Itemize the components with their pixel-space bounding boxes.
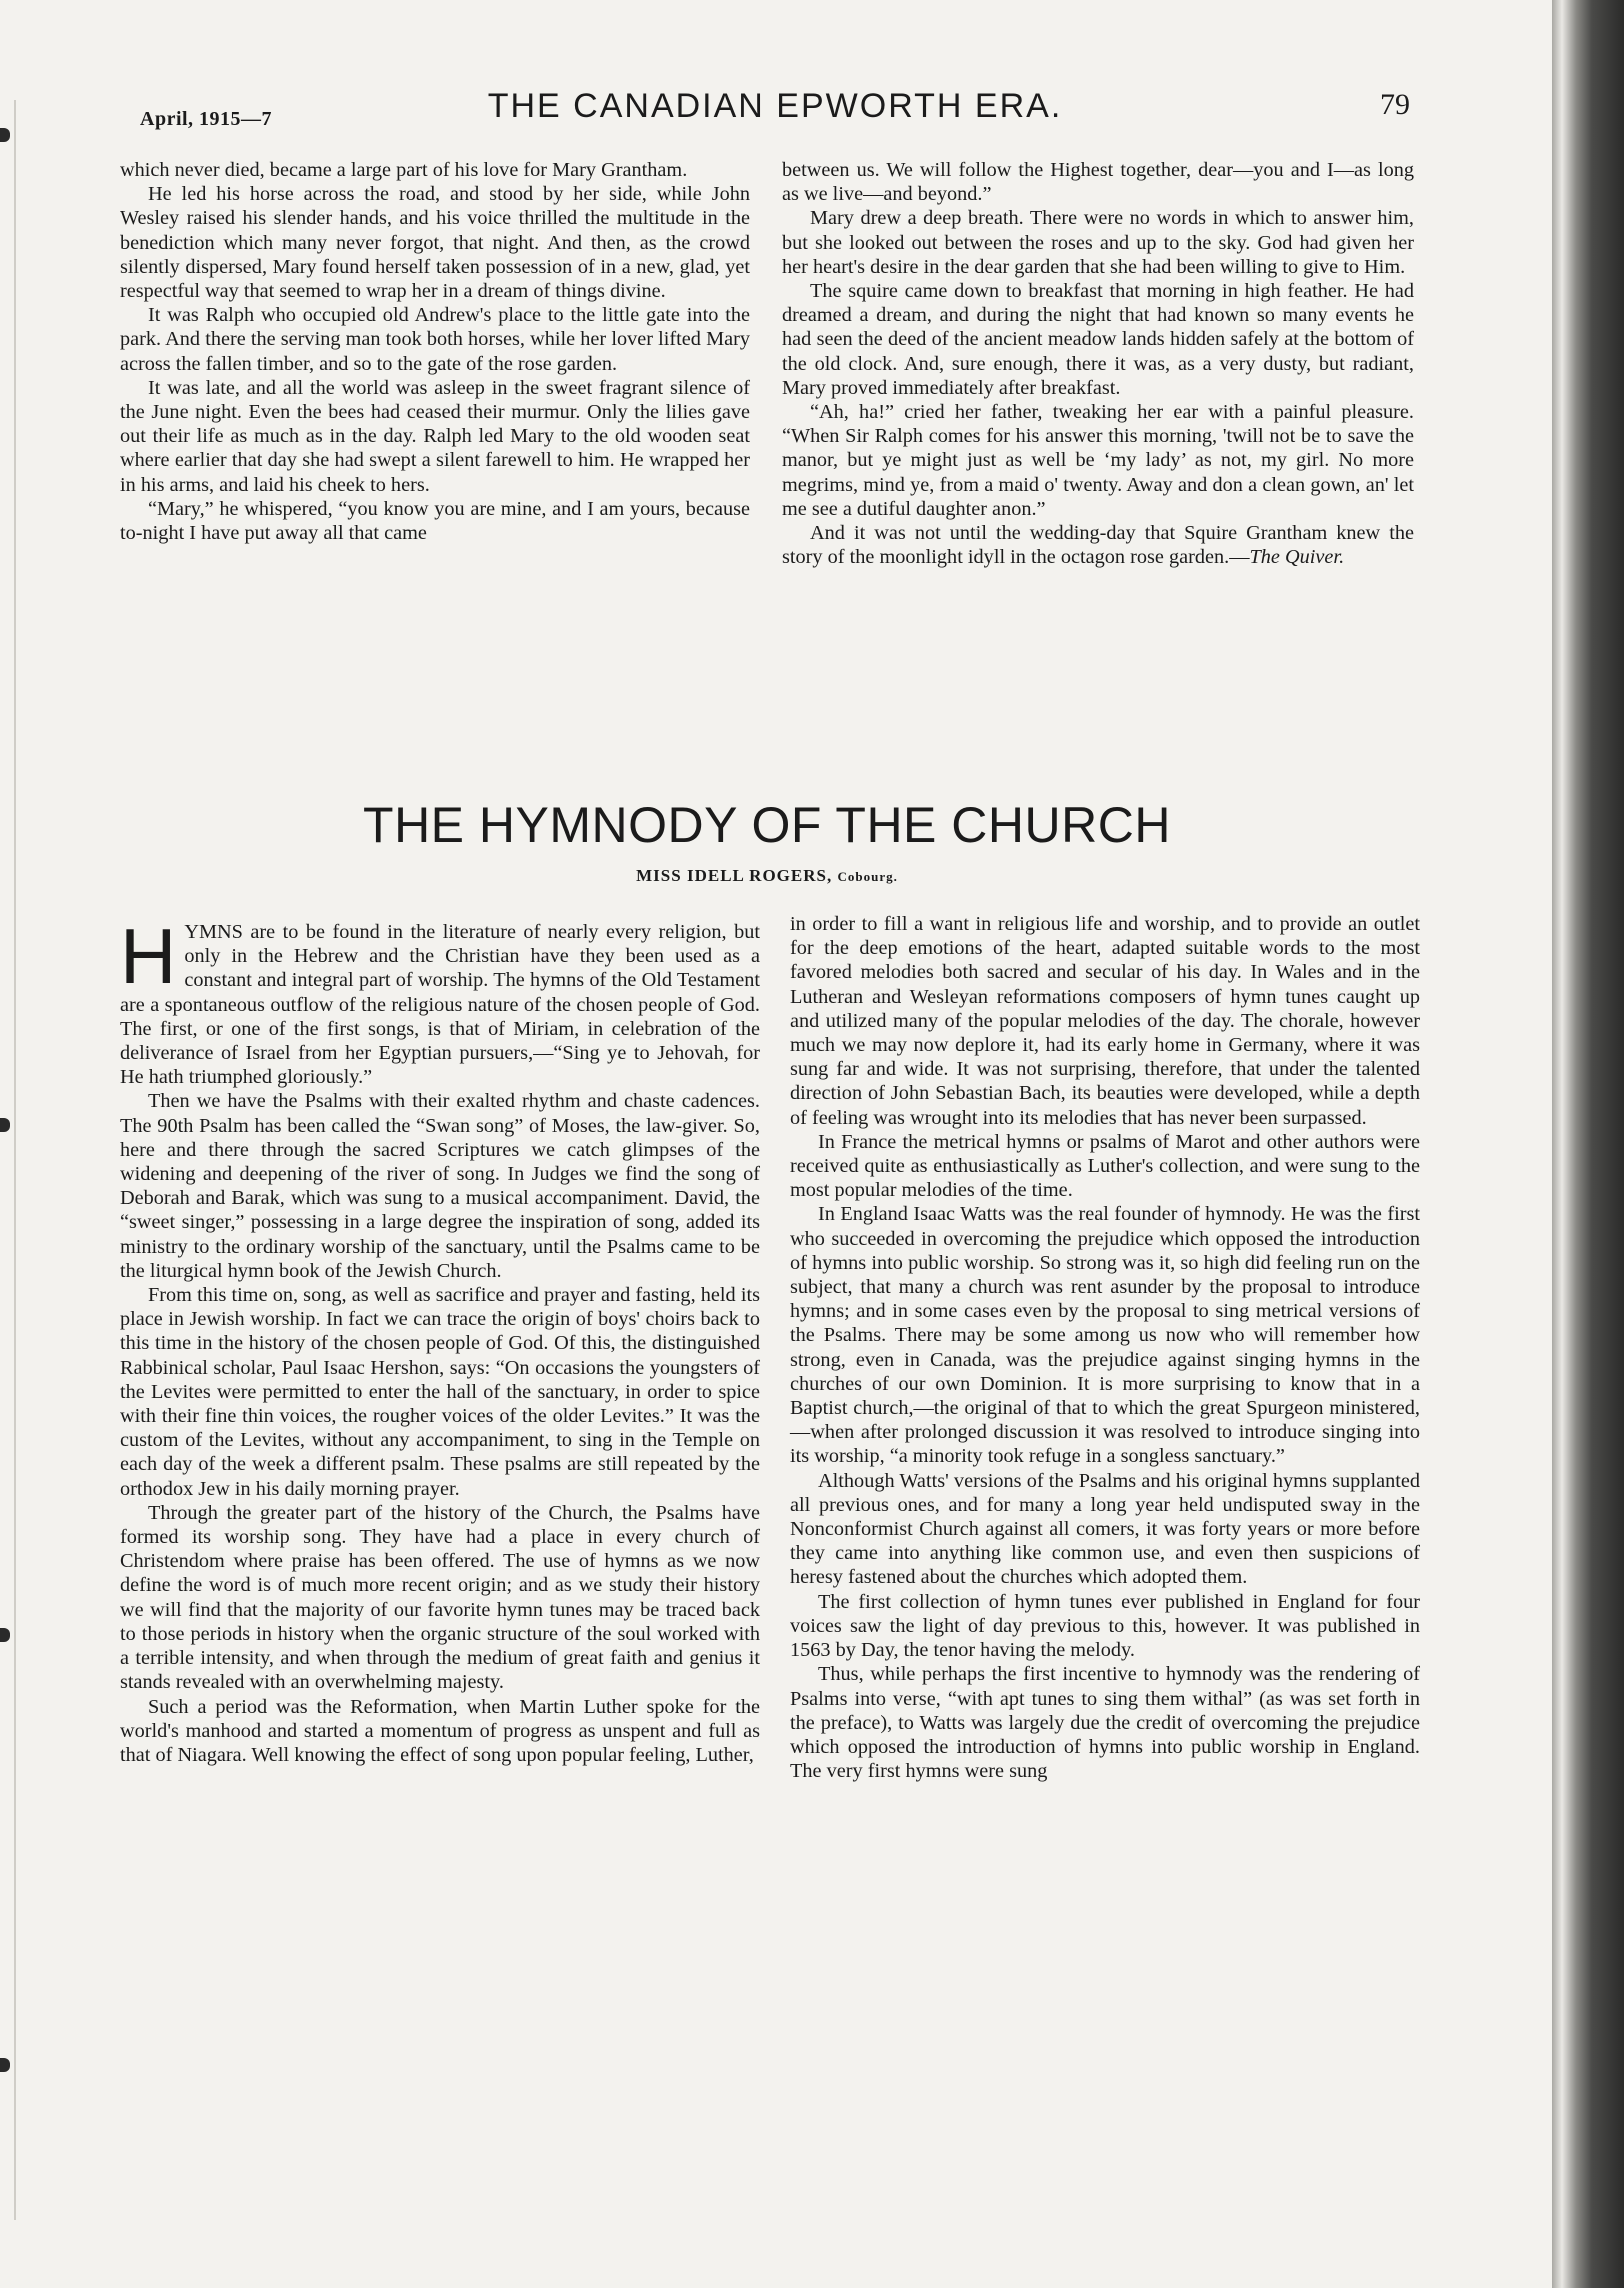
issue-date: April, 1915—7 [140, 108, 273, 130]
story-right-column [782, 158, 1414, 569]
opening-text: YMNS are to be found in the literature of nearly every religion, but only in the Hebrew and the Christian have they been used as a constant and integral part of worship. The hymns of the Old Testament are a spontaneous outflow of the religious nature of the chosen people of God. The first, or one of the first songs, is that of Miriam, in celebration of the deliverance of Israel from her Egyptian pursuers,—“Sing ye to Jehovah, for He hath triumphed gloriously.” [120, 921, 760, 1089]
page-number: 79 [1380, 88, 1410, 121]
opening-paragraph [120, 912, 760, 1089]
story-left-column [120, 158, 750, 545]
paragraph: “Ah, ha!” cried her father, tweaking her ear with a painful pleasure. “When Sir Ralph comes for his answer this morning, 'twill not be to save the manor, but ye might just as well be ‘my lady’ as not, my girl. No more megrims, mind ye, from a maid o' twenty. Away and don a clean gown, an' let me see a dutiful daughter anon.” [782, 401, 1414, 520]
byline [120, 866, 1414, 886]
article-left-column [120, 912, 760, 1767]
paragraph: The squire came down to breakfast that morning in high feather. He had dreamed a dream, and during the night that had known so many events he had seen the deed of the ancient meadow lands hidden safely at the bottom of the old clock. And, sure enough, there it was, as a very dusty, but radiant, Mary proved immediately after breakfast. [782, 280, 1414, 399]
running-header [140, 82, 1410, 132]
magazine-title: THE CANADIAN EPWORTH ERA. [487, 87, 1063, 125]
binding-mark [0, 1628, 10, 1642]
paragraph: Such a period was the Reformation, when Martin Luther spoke for the world's manhood and started a momentum of progress as unspent and full as that of Niagara. Well knowing the effect of song upon popular feeling, Luther, [120, 1695, 760, 1766]
paragraph: Mary drew a deep breath. There were no words in which to answer him, but she looked out between the roses and up to the sky. God had given her her heart's desire in the dear garden that she had been willing to give to Him. [782, 207, 1414, 278]
article-right-column [790, 912, 1420, 1783]
paragraph: Then we have the Psalms with their exalted rhythm and chaste cadences. The 90th Psalm has been called the “Swan song” of Moses, the law-giver. So, here and there through the sacred Scriptures we catch glimpses of the widening and deepening of the river of song. In Judges we find the song of Deborah and Barak, which was sung to a musical accompaniment. David, the “sweet singer,” possessing in a large degree the inspiration of song, added its ministry to the ordinary worship of the sanctuary, until the Psalms came to be the liturgical hymn book of the Jewish Church. [120, 1090, 760, 1282]
paragraph: Thus, while perhaps the first incentive to hymnody was the rendering of Psalms into verse, “with apt tunes to sing them withal” (as was set forth in the preface), to Watts was largely due the credit of overcoming the prejudice which opposed the introduction of hymns into public worship in England. The very first hymns were sung [790, 1663, 1420, 1783]
author-name: MISS IDELL ROGERS, [636, 866, 833, 885]
paragraph: between us. We will follow the Highest together, dear—you and I—as long as we live—and beyond.” [782, 159, 1414, 206]
story-source: The Quiver. [1249, 546, 1345, 569]
paragraph: In France the metrical hymns or psalms of Marot and other authors were received quite as enthusiastically as Luther's collection, and were sung to the most popular melodies of the time. [790, 1130, 1420, 1202]
binding-mark [0, 1118, 10, 1132]
paragraph: It was Ralph who occupied old Andrew's place to the little gate into the park. And there the serving man took both horses, while her lover lifted Mary across the fallen timber, and so to the gate of the rose garden. [120, 304, 750, 375]
binding-mark [0, 2058, 10, 2072]
article-title: THE HYMNODY OF THE CHURCH [363, 797, 1171, 853]
binding-line [14, 100, 16, 2220]
paragraph: which never died, became a large part of his love for Mary Grantham. [120, 159, 688, 181]
paragraph: It was late, and all the world was asleep in the sweet fragrant silence of the June night. Even the bees had ceased their murmur. Only the lilies gave out their life as much as in the day. Ralph led Mary to the old wooden seat where earlier that day she had swept a silent farewell to him. He wrapped her in his arms, and laid his cheek to hers. [120, 376, 750, 496]
paragraph: He led his horse across the road, and stood by her side, while John Wesley raised his slender hands, and his voice thrilled the multitude in the benediction which many never forgot, that night. And then, as the crowd silently dispersed, Mary found herself taken possession of in a new, glad, yet respectful way that seemed to wrap her in a dream of things divine. [120, 183, 750, 303]
paragraph: From this time on, song, as well as sacrifice and prayer and fasting, held its place in Jewish worship. In fact we can trace the origin of boys' choirs back to this time in the history of the chosen people of God. Of this, the distinguished Rabbinical scholar, Paul Isaac Hershon, says: “On occasions the youngsters of the Levites were permitted to enter the hall of the sanctuary, in order to spice with their fine thin voices, the rougher voices of the older Levites.” It was the custom of the Levites, without any accompaniment, to sing in the Temple on each day of the week a different psalm. These psalms are still repeated by the orthodox Jew in his daily morning prayer. [120, 1284, 760, 1500]
author-place: Cobourg. [837, 869, 898, 884]
paragraph: Through the greater part of the history of the Church, the Psalms have formed its worship song. They have had a place in every church of Christendom where praise has been offered. The use of hymns as we now define the word is of much more recent origin; and as we study their history we will find that the majority of our favorite hymn tunes may be traced back to those periods in history when the organic structure of the soul worked with a terrible intensity, and when through the medium of great faith and genius it stands revealed with an overwhelming majesty. [120, 1501, 760, 1694]
paragraph: In England Isaac Watts was the real founder of hymnody. He was the first who succeeded in overcoming the prejudice which opposed the introduction of hymns into public worship. So strong was it, so high did feeling run on the subject, that many a church was rent asunder by the proposal to introduce hymns; and in some cases even by the proposal to sing metrical versions of the Psalms. There may be some among us now who will remember how strong, even in Canada, was the prejudice against singing hymns in the churches of our own Dominion. It is more surprising to know that in a Baptist church,—the original of that to which the great Spurgeon ministered,—when after prolonged discussion it was resolved to introduce singing into its worship, “a minority took refuge in a songless sanctuary.” [790, 1203, 1420, 1468]
drop-cap: H [120, 912, 177, 1000]
paragraph: in order to fill a want in religious life and worship, and to provide an outlet for the deep emotions of the heart, adapted suitable words to the most favored melodies both sacred and secular of his day. In Wales and in the Lutheran and Wesleyan reformations composers of hymn tunes caught up and utilized many of the popular melodies of the day. The chorale, however much we may now deplore it, had its early home in Germany, where it was sung far and wide. It was not surprising, therefore, that under the talented direction of John Sebastian Bach, its beauties were developed, while a depth of feeling was wrought into its melodies that has never been surpassed. [790, 913, 1420, 1129]
paragraph: “Mary,” he whispered, “you know you are mine, and I am yours, because to-night I have put away all that came [120, 497, 750, 545]
book-binding-edge [1552, 0, 1624, 2288]
paragraph: The first collection of hymn tunes ever published in England for four voices saw the light of day previous to this, however. It was published in 1563 by Day, the tenor having the melody. [790, 1590, 1420, 1662]
binding-mark [0, 128, 10, 142]
paragraph: Although Watts' versions of the Psalms and his original hymns supplanted all previous ones, and for many a long year held undisputed sway in the Nonconformist Church against all comers, it was forty years or more before they came into anything like common use, and even then suspicions of heresy fastened about the churches which adopted them. [790, 1469, 1420, 1589]
paragraph [782, 521, 1414, 569]
paragraph-text: And it was not until the wedding-day that Squire Grantham knew the story of the moonlight idyll in the octagon rose garden.— [782, 522, 1414, 569]
